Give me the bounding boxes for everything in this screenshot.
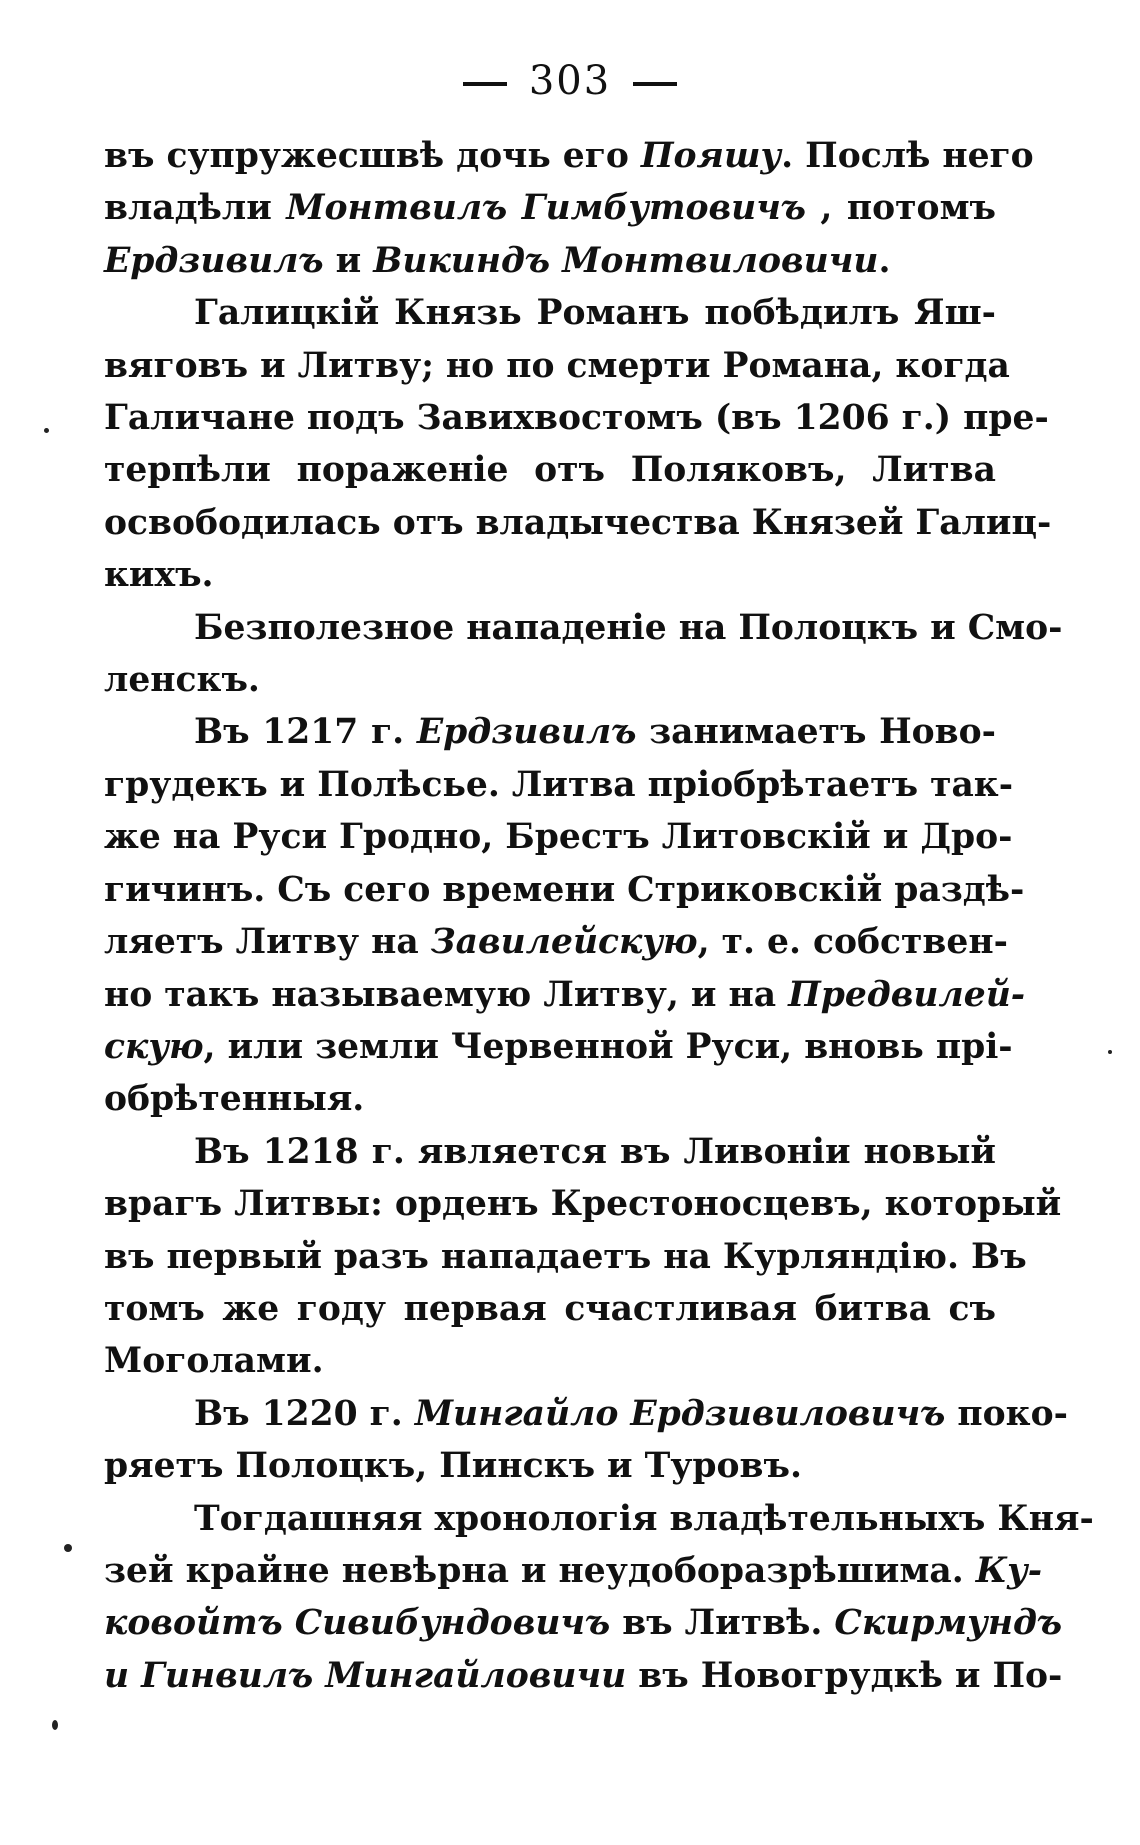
text-line — [104, 602, 1063, 654]
text-segment: гичинъ. Съ сего времени Стриковскій раздѣ- — [104, 869, 1025, 910]
italic-name: Пояшу — [640, 136, 782, 176]
text-segment: ряетъ Полоцкъ, Пинскъ и Туровъ. — [104, 1446, 802, 1487]
text-segment: же на Руси Гродно, Брестъ Литовскій и Дро- — [104, 817, 1013, 858]
text-segment: Въ 1218 г. является въ Ливоніи новый — [194, 1131, 996, 1172]
text-segment: вяговъ и Литву; но по смерти Романа, когда — [104, 345, 1010, 386]
text-segment: Въ 1217 г. — [194, 712, 417, 753]
text-segment: занимаетъ Ново- — [636, 712, 996, 753]
text-line — [104, 497, 1052, 549]
scan-speck — [64, 1544, 72, 1552]
italic-name: Мингайло Ердзивиловичъ — [414, 1393, 946, 1434]
text-segment: Тогдашняя хронологія владѣтельныхъ Кня- — [194, 1498, 1094, 1539]
text-segment: поко- — [945, 1393, 1068, 1434]
text-segment: въ супружесшвѣ дочь его — [104, 136, 641, 176]
text-segment: въ Литвѣ. — [610, 1603, 835, 1644]
italic-name: Завилейскую — [430, 922, 698, 963]
text-line — [104, 1231, 1027, 1283]
italic-name: скую — [104, 1026, 204, 1067]
text-segment: Безполезное нападеніе на Полоцкъ и Смо- — [194, 607, 1063, 648]
text-segment: освободилась отъ владычества Князей Галиц- — [104, 502, 1052, 543]
text-segment: грудекъ и Полѣсье. Литва пріобрѣтаетъ так- — [104, 764, 1014, 805]
text-line — [104, 1650, 1063, 1702]
text-line — [104, 1178, 1062, 1230]
italic-name: ковойтъ Сивибундовичъ — [104, 1603, 611, 1644]
text-segment: Въ 1220 г. — [194, 1393, 415, 1434]
text-line — [104, 1073, 996, 1125]
text-segment — [507, 188, 521, 228]
text-segment: владѣли — [104, 188, 287, 229]
text-line — [104, 654, 996, 706]
text-segment: обрѣтенныя. — [104, 1079, 365, 1120]
text-line — [104, 392, 1049, 444]
text-line — [104, 235, 996, 287]
text-segment: зей крайне невѣрна и неудоборазрѣшима. — [104, 1550, 976, 1591]
italic-name: Ердзивилъ — [416, 712, 637, 753]
text-line — [104, 706, 996, 758]
italic-name: Гимбутовичъ — [521, 188, 806, 229]
scan-speck — [52, 1720, 58, 1730]
text-line — [104, 1388, 1068, 1440]
header-dash-left — [463, 82, 507, 86]
text-line — [104, 759, 1014, 811]
text-line — [104, 1126, 996, 1178]
text-line — [104, 1335, 996, 1387]
header-dash-right — [633, 82, 677, 86]
text-line — [104, 1597, 1063, 1649]
text-segment: врагъ Литвы: орденъ Крестоносцевъ, который — [104, 1184, 1062, 1225]
text-segment: Галицкій Князь Романъ побѣдилъ Яш- — [194, 293, 996, 334]
text-segment: ляетъ Литву на — [104, 922, 431, 963]
text-line — [104, 340, 1010, 392]
text-line — [104, 1021, 1013, 1073]
text-segment: Моголами. — [104, 1341, 324, 1382]
text-segment: . Послѣ него — [781, 136, 1034, 176]
text-line — [104, 969, 1026, 1021]
text-segment: Галичане подъ Завихвостомъ (въ 1206 г.) пре- — [104, 398, 1049, 439]
text-segment: въ Новогрудкѣ и По- — [626, 1655, 1063, 1696]
text-segment: кихъ. — [104, 555, 214, 596]
text-segment: но такъ называемую Литву, и на — [104, 974, 789, 1015]
italic-name: Скирмундъ — [834, 1603, 1063, 1644]
page-number: 303 — [528, 58, 612, 104]
text-line — [104, 811, 1013, 863]
italic-name: Предвилей- — [788, 974, 1026, 1015]
text-segment: , потомъ — [805, 188, 997, 229]
text-line — [104, 916, 1008, 968]
text-line — [104, 864, 1025, 916]
text-segment: терпѣли пораженіе отъ Поляковъ, Литва — [104, 450, 996, 491]
text-segment: , или земли Червенной Руси, вновь прі- — [203, 1026, 1013, 1067]
text-segment: томъ же году первая счастливая битва съ — [104, 1288, 996, 1329]
text-line — [104, 1493, 1094, 1545]
italic-name: Ердзивилъ — [104, 240, 324, 281]
italic-name: Викиндъ Монтвиловичи — [373, 240, 879, 281]
scan-speck — [44, 428, 49, 433]
text-segment: ленскъ. — [104, 660, 260, 701]
text-line — [104, 1440, 996, 1492]
text-segment: , т. е. собствен- — [697, 922, 1008, 963]
text-line — [104, 130, 1034, 182]
italic-name: и Гинвилъ Мингайловичи — [104, 1655, 627, 1696]
italic-name: Ку- — [975, 1550, 1043, 1591]
text-line — [104, 1545, 1043, 1597]
page-header — [0, 58, 1140, 104]
body-text — [104, 130, 1094, 1702]
text-line — [104, 182, 996, 234]
text-line — [104, 444, 996, 496]
text-segment: въ первый разъ нападаетъ на Курляндію. Въ — [104, 1236, 1027, 1277]
text-line — [104, 287, 996, 339]
text-segment: . — [878, 240, 891, 281]
scan-speck — [1108, 1050, 1112, 1054]
text-line — [104, 549, 996, 601]
italic-name: Монтвилъ — [286, 188, 508, 229]
text-line — [104, 1283, 996, 1335]
text-segment: и — [323, 240, 374, 281]
